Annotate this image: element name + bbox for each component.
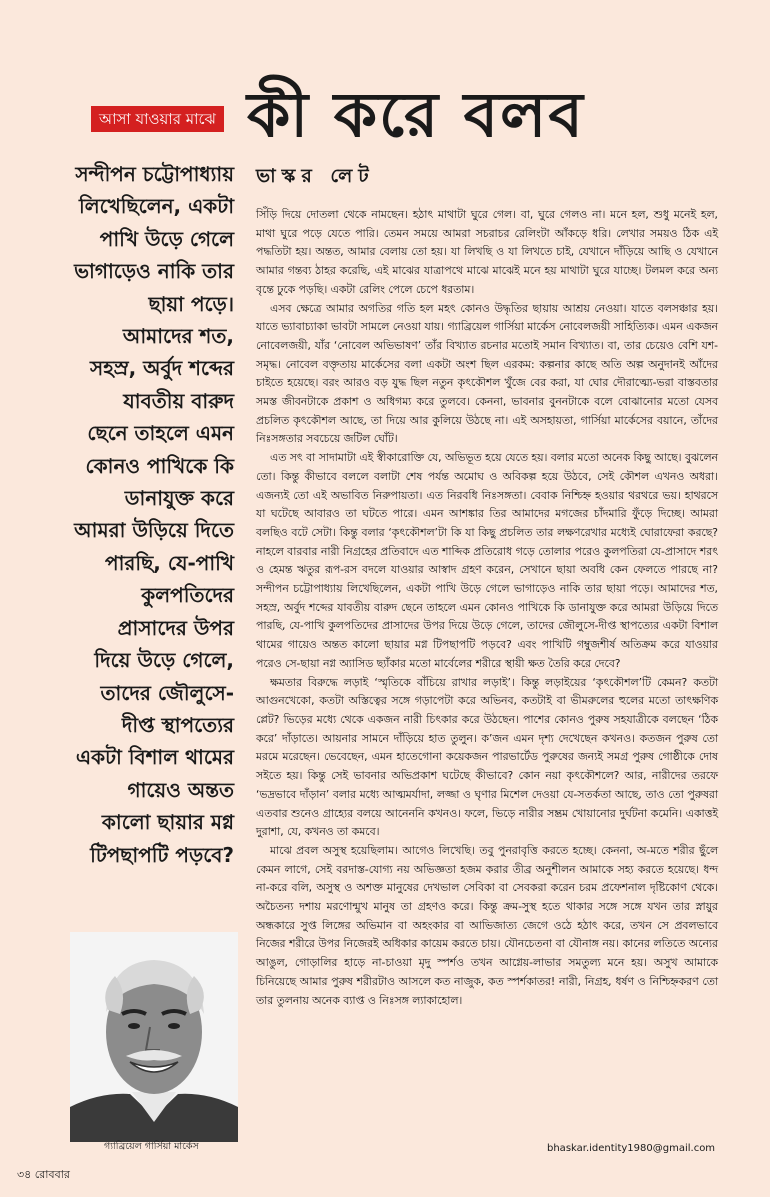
pull-quote-line: যাবতীয় বারুদ <box>123 388 234 413</box>
pull-quote <box>52 158 234 871</box>
page-footer: ৩৪ রোববার <box>17 1168 70 1181</box>
pull-quote-line: ছেনে তাহলে এমন <box>87 421 234 446</box>
body-paragraph: মাঝে প্রবল অসুস্থ হয়েছিলাম। আগেও লিখেছি। তবু পুনরাবৃত্তি করতে হচ্ছে। কেননা, অ-মতে শরীর ছুঁলে কেমন লাগে, সেই বরদাস্ত-যোগ্য নয় অভিজ্ঞতা হজম করার তীব্র অনুশীলন আমাকে সহ্য করতে হয়েছে। ধন্দ না-করে বলি, অসুস্থ ও অশক্ত মানুষের দেখভাল সেবিকা বা সেবকরা করেন চরম প্রফেশনাল দৃষ্টিকোণ থেকে। অচৈতন্য দশায় মরণোন্মুখ মানুষ তা গ্রহণও করে। কিন্তু ক্রম-সুস্থ হতে থাকার সঙ্গে সঙ্গে যখন তার স্নায়ুর অন্ধকারে সুপ্ত লিঙ্গের অভিমান বা অহংকার বা আভিজাত্য জেগে ওঠে হঠাৎ করে, তখন সে প্রবলভাবে নিজের শরীরে উপর নিজেরই অধিকার কায়েম করতে চায়। যৌনচেতনা বা যৌনাঙ্গ নয়। কানের লতিতে অন্যের আঙুল, গোড়ালির হাড়ে না-চাওয়া মৃদু স্পর্শও তখন আগ্নেয়-লাভার সমতুল্য মনে হয়। অসুখ আমাকে চিনিয়েছে আমার পুরুষ শরীরটাও আসলে কত নাজুক, কত স্পর্শকাতর! নারী, নিগ্রহ, ধর্ষণ ও নিশ্চিহ্নকরণ তো তার তুলনায় অনেক ব্যাপ্ত ও নিঃসঙ্গ ল্যাকাহোল। <box>256 843 718 1007</box>
photo-caption: গ্যাব্রিয়েল গার্সিয়া মার্কেস <box>104 1141 199 1152</box>
pull-quote-line: দীপ্ত স্থাপত্যের <box>121 712 234 737</box>
pull-quote-line: টিপছাপটি পড়বে? <box>90 842 234 867</box>
pull-quote-line: ডানাযুক্ত করে <box>124 486 234 511</box>
author-portrait-photo <box>70 932 238 1142</box>
pull-quote-line: সহস্র, অর্বুদ শব্দের <box>90 356 234 381</box>
headline: কী করে বলব <box>247 78 585 151</box>
author-email[interactable]: bhaskar.identity1980@gmail.com <box>547 1143 716 1154</box>
body-paragraph: এত সৎ বা সাদামাটা এই স্বীকারোক্তি যে, অভিভূত হয়ে যেতে হয়। বলার মতো অনেক কিছু আছে। বুঝলেন তো। কিন্তু কীভাবে বললে বলাটা শেষ পর্যন্ত অমোঘ ও অবিকল্প হয়ে উঠবে, সেই কৌশল এখনও অধরা। এজন্যই তো এই অভাবিত নিরুপায়তা। এত নিরবধি নিঃসঙ্গতা। বেবাক নিশ্চিহ্ন হওয়ার থরথরে ভয়। হাথরসে যা ঘটেছে আবারও তা ঘটতে পারে। এমন আশঙ্কার তির আমাদের মগজের চাঁদমারি ফুঁড়ে দিচ্ছে। আমরা বলছিও বটে সেটা। কিন্তু বলার ‘কৃৎকৌশল’টা কি যা কিছু প্রচলিত তার লক্ষণরেখার মধ্যেই ঘোরাফেরা করছে? নাহলে বারবার নারী নিগ্রহের প্রতিবাদে এত শাব্দিক প্রতিরোধ গড়ে তোলার পরেও কুলপতিরা যে-প্রাসাদে শরৎ ও হেমন্ত ঋতুর রূপ-রস বদলে যাওয়ার আস্বাদ গ্রহণ করেন, সেখানে ছায়া অবধি কেন ফেলতে পারছে না? সন্দীপন চট্টোপাধ্যায় লিখেছিলেন, একটা পাখি উড়ে গেলে ভাগাড়েও নাকি তার ছায়া পড়ে। আমাদের শত, সহস্র, অর্বুদ শব্দের যাবতীয় বারুদ ছেনে তাহলে এমন কোনও পাখিকে কি ডানাযুক্ত করে আমরা উড়িয়ে দিতে পারছি, যে-পাখি কুলপতিদের প্রাসাদের উপর দিয়ে উড়ে গেলে, তাদের জৌলুসে-দীপ্ত স্থাপত্যের একটা বিশাল থামের গায়েও অন্তত কালো ছায়ার মগ্ন টিপছাপটি পড়বে? এবং পাখিটি গম্বুজশীর্ষ অতিক্রম করে যাওয়ার পরেও সে-ছায়া নগ্ন অ্যাসিড ছ্যাঁকার মতো মার্বেলের শরীরে স্থায়ী ক্ষত তৈরি করে দেবে? <box>256 451 718 670</box>
pull-quote-line: গায়েও অন্তত <box>127 777 234 802</box>
pull-quote-line: কোনও পাখিকে কি <box>85 453 234 478</box>
pull-quote-line: পাখি উড়ে গেলে <box>99 226 234 251</box>
body-paragraph: সিঁড়ি দিয়ে দোতলা থেকে নামছেন। হঠাৎ মাথাটা ঘুরে গেল। বা, ঘুরে গেলও না। মনে হল, শুধু মনেই হল, মাথা ঘুরে পড়ে যেতে পারি। তেমন সময়ে আমরা সচরাচর রেলিংটা আঁকড়ে ধরি। লেখার সময়ও ঠিক এই পদ্ধতিটা হয়। অন্তত, আমার বেলায় তো হয়। যা লিখছি ও যা লিখতে চাই, যেখানে দাঁড়িয়ে আছি ও যেখানে আমার গন্তব্য ঠাহর করেছি, এই মাঝের যাত্রাপথে মাঝে মাঝেই মনে হয় মাথাটা ঘুরে যাচ্ছে। টলমল করে অন্য বৃন্তে ঢুকে পড়ছি। একটা রেলিং পেলে চেপে ধরতাম। <box>256 208 718 296</box>
body-paragraph: এসব ক্ষেত্রে আমার অগতির গতি হল মহৎ কোনও উদ্ধৃতির ছায়ায় আশ্রয় নেওয়া। যাতে বলসঞ্চার হয়। যাতে ভ্যাবাচ্যাকা ভাবটা সামলে নেওয়া যায়। গ্যাব্রিয়েল গার্সিয়া মার্কেস নোবেলজয়ী সাহিত্যিক। এমন একজন নোবেলজয়ী, যাঁর ‘নোবেল অভিভাষণ’ তাঁর বিখ্যাত রচনার মতোই সমান বিখ্যাত। বা, তার চেয়েও বেশি যশ-সমৃদ্ধ। নোবেল বক্তৃতায় মার্কেসের বলা একটা অংশ ছিল এরকম: কল্পনার কাছে অতি অল্প অনুদানই আঁদের চাইতে হয়েছে। বরং আরও বড় যুদ্ধ ছিল নতুন কৃৎকৌশল খুঁজে বের করা, যা ঘোর দৌরাত্ম্যে-ভরা বাস্তবতার সমস্ত জীবনটাকে প্রকাশ ও অধিগম্য করে তুলবে। কেননা, ভাবনার বুননটাকে বলে বোঝানোর মতো যেসব প্রচলিত কৃৎকৌশল আছে, তা দিয়ে আর কুলিয়ে উঠছে না। এই অসহায়তা, গার্সিয়া মার্কেসের বয়ানে, তাঁদের নিঃসঙ্গতার সবচেয়ে জটিল ঘোঁট। <box>256 301 718 446</box>
pull-quote-line: তাদের জৌলুসে- <box>100 680 234 705</box>
pull-quote-line: ছায়া পড়ে। <box>148 291 234 316</box>
pull-quote-line: প্রাসাদের উপর <box>117 615 234 640</box>
pull-quote-line: লিখেছিলেন, একটা <box>79 194 234 219</box>
pull-quote-line: ভাগাড়েও নাকি তার <box>74 259 234 284</box>
body-paragraph: ক্ষমতার বিরুদ্ধে লড়াই ‘স্মৃতিকে বাঁচিয়ে রাখার লড়াই’। কিন্তু লড়াইয়ের ‘কৃৎকৌশল’টি কেমন? কতটা আগুনখেকো, কতটা অস্তিত্বের সঙ্গে গড়াপেটা করে অভিনব, কতটাই বা ভীমরুলের হুলের মতো তাৎক্ষণিক প্লেট? ভিড়ের মধ্যে থেকে একজন নারী চিৎকার করে উঠছেন। পাশের কোনও পুরুষ সহযাত্রীকে বলছেন ‘ঠিক করে’ দাঁড়াতে। আয়নার সামনে দাঁড়িয়ে হাত তুলুন। ক’জন এমন দৃশ্য দেখেছেন কখনও। কতজন পুরুষ তো মরমে মরেছেন। ভেবেছেন, এমন হাতেগোনা কয়েকজন পারভার্টেড পুরুষের জন্যই সমগ্র পুরুষ গোষ্ঠীকে দোষ সইতে হয়। কিন্তু সেই ভাবনার অভিপ্রকাশ ঘটেছে কীভাবে? কোন নয়া কৃৎকৌশলে? আর, নারীদের তরফে ‘ভদ্রভাবে দাঁড়ান’ বলার মধ্যে আত্মমর্যাদা, লজ্জা ও ঘৃণার মিশেল দেওয়া যে-সতর্কতা আছে, তাও তো পুরুষরা এতবার শুনেও গ্রাহ্যের বলয়ে আনেননি কখনও। ফলে, ভিড়ে নারীর সম্ভ্রম খোয়ানোর দুর্ঘটনা কমেনি। একাত্তই দুরাশা, যে, কখনও তা কমবে। <box>256 675 718 839</box>
portrait-illustration <box>70 932 238 1142</box>
section-tag: আসা যাওয়ার মাঝে <box>91 106 224 132</box>
pull-quote-line: কুলপতিদের <box>141 583 234 608</box>
pull-quote-line: আমাদের শত, <box>122 324 234 349</box>
pull-quote-line: আমরা উড়িয়ে দিতে <box>74 518 234 543</box>
byline: ভাস্কর লেট <box>256 165 375 187</box>
pull-quote-line: দিয়ে উড়ে গেলে, <box>94 648 234 673</box>
pull-quote-line: কালো ছায়ার মগ্ন <box>101 810 234 835</box>
pull-quote-line: পারছি, যে-পাখি <box>105 550 234 575</box>
article-body <box>256 206 718 1010</box>
pull-quote-line: একটা বিশাল থামের <box>75 745 234 770</box>
pull-quote-line: সন্দীপন চট্টোপাধ্যায় <box>75 162 234 186</box>
